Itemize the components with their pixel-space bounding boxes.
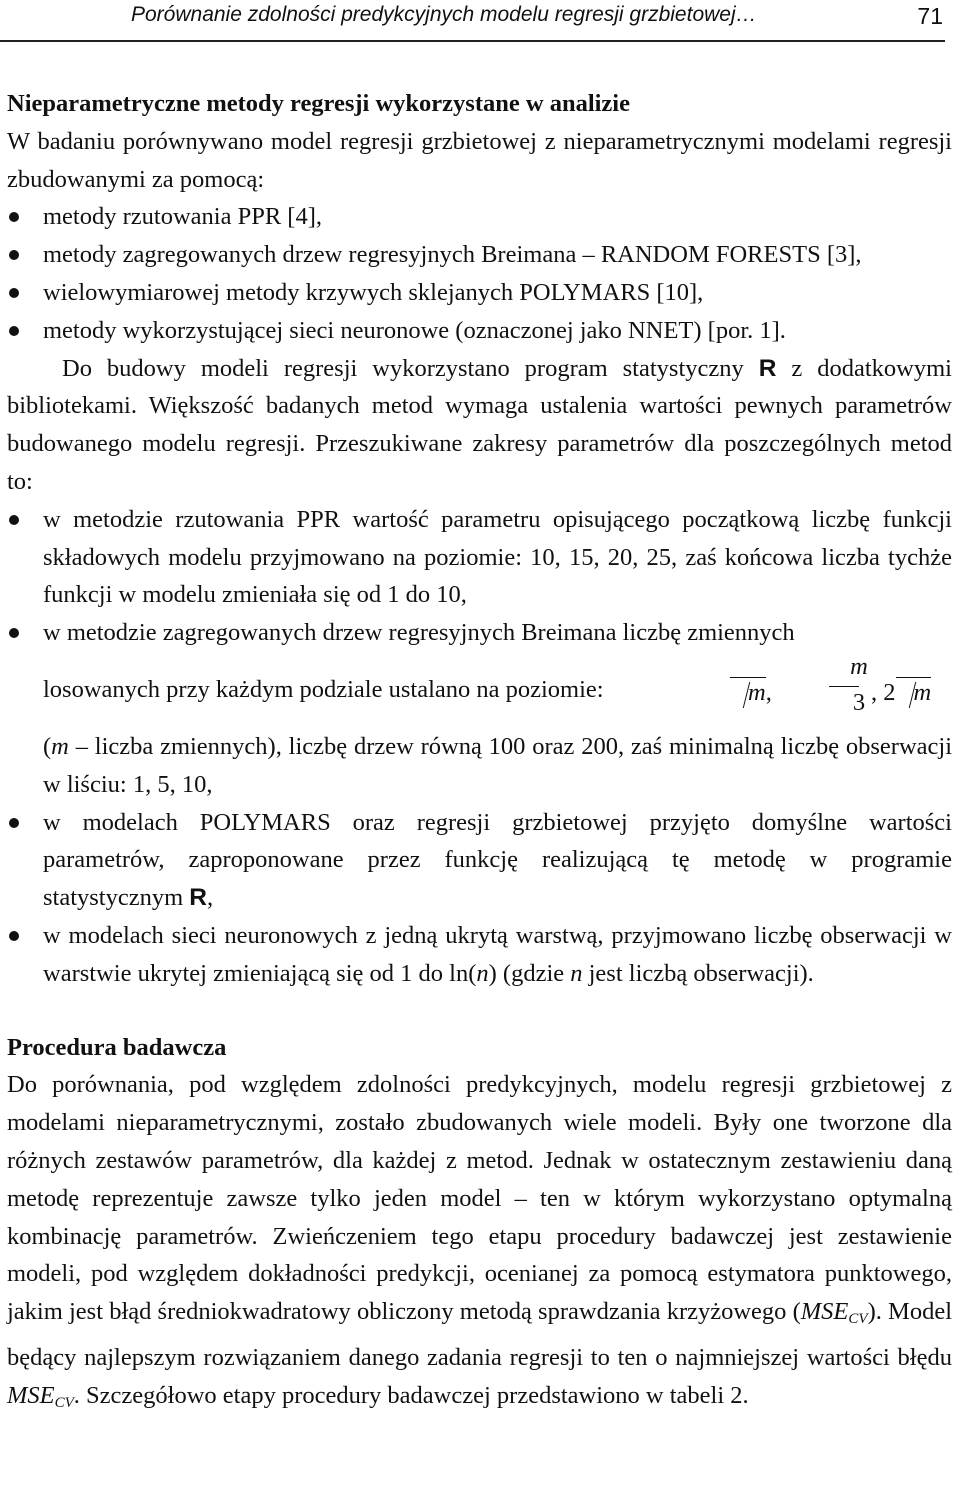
methods-list [7, 198, 952, 349]
bullet-icon [9, 515, 19, 525]
r-program-name: R [758, 354, 777, 382]
section-heading-methods: Nieparametryczne metody regresji wykorzystane w analizie [7, 90, 630, 117]
list-item: w modelach POLYMARS oraz regresji grzbietowej przyjęto domyślne wartości parametrów, zaproponowane przez funkcję realizującą tę metodę w programie statystycznym R, [7, 804, 952, 917]
sqrt-m: m [730, 677, 766, 708]
page-header [0, 0, 945, 42]
bullet-icon [9, 628, 19, 638]
formula-line: losowanych przy każdym podziale ustalano na poziomie: m, m 3 , 2 m [43, 652, 932, 716]
list-item: metody rzutowania PPR [4], [7, 198, 952, 236]
list-item: metody wykorzystującej sieci neuronowe (oznaczonej jako NNET) [por. 1]. [7, 312, 952, 350]
list-item: metody zagregowanych drzew regresyjnych Breimana – RANDOM FORESTS [3], [7, 236, 952, 274]
section-heading-procedure: Procedura badawcza [7, 1033, 227, 1061]
list-item: w metodzie zagregowanych drzew regresyjnych Breimana liczbę zmiennych losowanych przy każdym podziale ustalano na poziomie: m, m 3 , 2 m (m – liczba zmiennych), liczbę drzew równą 100 oraz 200, zaś minimalną liczbę obserwacji w liściu: 1, 5, 10, [7, 614, 952, 803]
bullet-icon [9, 212, 19, 222]
bullet-icon [9, 288, 19, 298]
intro-paragraph: W badaniu porównywano model regresji grzbietowej z nieparametrycznymi modelami regresji zbudowanymi za pomocą: [7, 127, 952, 193]
procedure-paragraph: Do porównania, pod względem zdolności predykcyjnych, modelu regresji grzbietowej z modelami nieparametrycznymi, zostało zbudowanych wiele modeli. Były one tworzone dla różnych zestawów parametrów, dla każdej z metod. Jednak w ostatecznym zestawieniu daną metodę reprezentuje zawsze tylko jeden model – ten w którym wykorzystano optymalną kombinację parametrów. Zwieńczeniem tego etapu procedury badawczej jest zestawienie modeli, pod względem dokładności predykcji, ocenianej za pomocą estymatora punktowego, jakim jest błąd średniokwadratowy obliczony metodą sprawdzania krzyżowego $(MSE_{CV})$. Model będący najlepszym rozwiązaniem danego zadania regresji to ten o najmniejszej wartości błędu $MSE_{CV}$. Szczegółowo etapy procedury badawczej przedstawiono w tabeli 2. [7, 1071, 952, 1411]
list-item: w metodzie rzutowania PPR wartość parametru opisującego początkową liczbę funkcji składowych modelu przyjmowano na poziomie: 10, 15, 20, 25, zaś końcowa liczba tychże funkcji w modelu zmieniała się od 1 do 10, [7, 501, 952, 614]
list-item: wielowymiarowej metody krzywych sklejanych POLYMARS [10], [7, 274, 952, 312]
page-number: 71 [917, 3, 943, 29]
bullet-icon [9, 326, 19, 336]
bullet-icon [9, 818, 19, 828]
list-item: w modelach sieci neuronowych z jedną ukrytą warstwą, przyjmowano liczbę obserwacji w warstwie ukrytej zmieniającą się od 1 do ln(n) (gdzie n jest liczbą obserwacji). [7, 917, 952, 993]
page-body [7, 85, 952, 1423]
running-title: Porównanie zdolności predykcyjnych modelu regresji grzbietowej… [131, 3, 757, 26]
bullet-icon [9, 931, 19, 941]
bullet-icon [9, 250, 19, 260]
sqrt-m-2: m [896, 677, 932, 708]
parameters-list [7, 501, 952, 993]
software-paragraph: Do budowy modeli regresji wykorzystano program statystyczny R z dodatkowymi bibliotekami. Większość badanych metod wymaga ustalenia wartości pewnych parametrów budowanego modelu regresji. Przeszukiwane zakresy parametrów dla poszczególnych metod to: [7, 354, 952, 495]
r-program-name: R [189, 884, 207, 912]
